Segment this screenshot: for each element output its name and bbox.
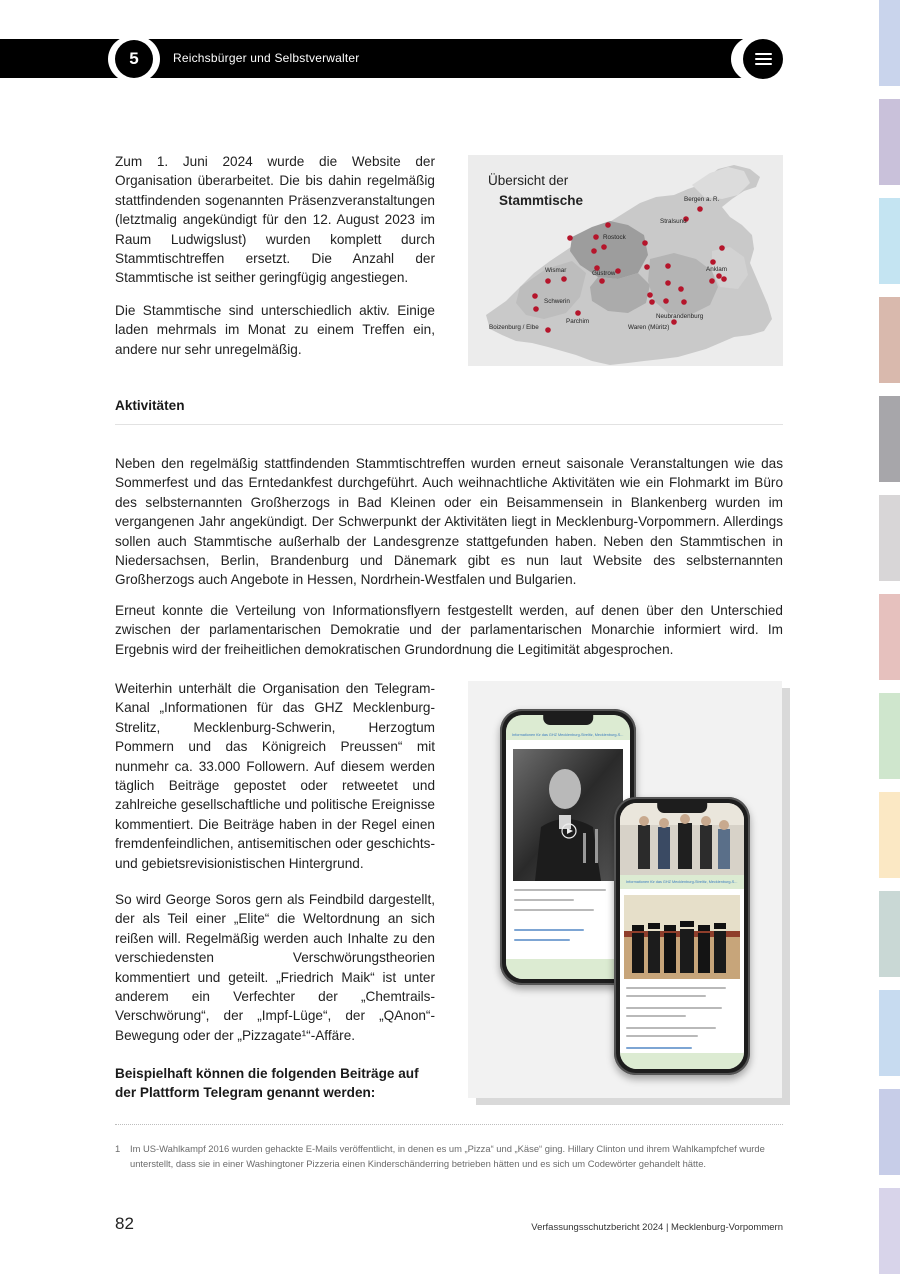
- stammtisch-marker: [719, 245, 725, 251]
- telegram-paragraph: Weiterhin unterhält die Organisation den Telegram-Kanal „Informationen für das GHZ Mecklenburg-Strelitz, Mecklenburg-Schwerin, Herzogtum Pommern und das Königreich Preussen“ mit nunmehr ca. 33.000 Followern. Auf diesem werden täglich Beiträge gepostet oder retweetet und zahlreiche gesellschaftliche und politische Ereignisse kommentiert. Die Beiträge haben in der Regel einen fremdenfeindlichen, antisemitischen oder geschichts- und gebietsrevisionistischen Hintergrund.: [115, 681, 435, 871]
- hamburger-menu-icon: [755, 53, 772, 55]
- telegram-phone-figure: [468, 681, 782, 1098]
- stammtisch-marker: [681, 299, 687, 305]
- stammtisch-marker: [642, 240, 648, 246]
- stammtisch-marker: [665, 263, 671, 269]
- phone-screen-left: [506, 715, 630, 979]
- post-text-line: [626, 995, 706, 997]
- stammtisch-marker: [647, 292, 653, 298]
- chapter-tab-12[interactable]: [879, 1089, 900, 1175]
- stammtisch-marker: [593, 234, 599, 240]
- stammtisch-marker: [615, 268, 621, 274]
- post-link-line: [514, 939, 570, 941]
- map-label-waren: Waren (Müritz): [628, 324, 670, 331]
- stammtisch-marker: [709, 278, 715, 284]
- chapter-tab-7[interactable]: [879, 594, 900, 680]
- telegram-channel-title-2: Informationen für das GHZ Mecklenburg-Strelitz, Mecklenburg-S...: [626, 880, 738, 884]
- map-label-guestrow: Güstrow: [592, 270, 616, 277]
- stammtisch-marker: [599, 278, 605, 284]
- telegram-footer-bar: [620, 1053, 744, 1069]
- stammtisch-marker: [697, 206, 703, 212]
- publication-footer: Verfassungsschutzbericht 2024 | Mecklenburg-Vorpommern: [531, 1222, 783, 1233]
- stammtisch-marker: [591, 248, 597, 254]
- chapter-number: 5: [115, 40, 153, 78]
- phone-notch: [543, 715, 593, 725]
- telegram-footer-bar: [506, 959, 630, 979]
- post-link-line: [514, 929, 584, 931]
- chapter-tab-2[interactable]: [879, 99, 900, 185]
- stammtisch-marker: [665, 280, 671, 286]
- stammtisch-marker: [575, 310, 581, 316]
- map-label-stralsund: Stralsund: [660, 218, 687, 225]
- stammtisch-marker: [678, 286, 684, 292]
- map-label-neubrandenburg: Neubrandenburg: [656, 313, 704, 320]
- section-divider: [115, 424, 783, 425]
- telegram-channel-header: [620, 875, 744, 889]
- stammtisch-marker: [533, 306, 539, 312]
- post-text-line: [626, 1007, 722, 1009]
- chapter-number-badge: [108, 35, 160, 83]
- post-text-line: [626, 1015, 686, 1017]
- post-text-line: [626, 1027, 716, 1029]
- stammtisch-marker: [649, 299, 655, 305]
- chapter-tab-9[interactable]: [879, 792, 900, 878]
- map-label-wismar: Wismar: [545, 267, 567, 274]
- telegram-channel-title: Informationen für das GHZ Mecklenburg-Strelitz, Mecklenburg-S...: [512, 733, 624, 737]
- chapter-tab-8[interactable]: [879, 693, 900, 779]
- chapter-tab-4[interactable]: [879, 297, 900, 383]
- stammtisch-marker: [561, 276, 567, 282]
- stammtisch-marker: [601, 244, 607, 250]
- intro-paragraph-1: Zum 1. Juni 2024 wurde die Website der Organisation überarbeitet. Die bis dahin regelmäßig stattfindenden sogenannten Präsenzveranstaltungen (letztmalig angekündigt für den 12. August 2023 im Raum Ludwigslust) wurden komplett durch Stammtischtreffen ersetzt. Die Anzahl der Stammtische ist seither geringfügig angestiegen.: [115, 154, 435, 286]
- hamburger-menu-icon-bar: [755, 58, 772, 60]
- soros-paragraph: So wird George Soros gern als Feindbild dargestellt, der als Teil einer „Elite“ die Weltordnung an sich reißen will. Regelmäßig werden auch Inhalte zu den verschiedensten Verschwörungstheorien kommentiert und geteilt. „Friedrich Maik“ ist unter anderem ein Verfechter der „Chemtrails-Verschwörung“, der „Impf-Lüge“, der „QAnon“-Bewegung oder der „Pizzagate¹“-Affäre.: [115, 892, 435, 1043]
- footnote-text: Im US-Wahlkampf 2016 wurden gehackte E-Mails veröffentlicht, in denen es um „Pizza“ und „Käse“ ging. Hillary Clinton und ihrem Wahlkampfchef wurde unterstellt, dass sie in einer Washingtoner Pizzeria einen Kinderschänderring betrieben hätten und es sich um Codewörter gehandelt hätte.: [130, 1143, 765, 1169]
- stammtisch-marker: [532, 293, 538, 299]
- post-text-line: [626, 1035, 698, 1037]
- post-text-line: [626, 987, 726, 989]
- map-title-line-2: Stammtische: [499, 193, 584, 208]
- map-label-schwerin: Schwerin: [544, 298, 570, 305]
- post-link-line: [626, 1047, 692, 1049]
- intro-paragraph-2: Die Stammtische sind unterschiedlich aktiv. Einige laden mehrmals im Monat zu einem Treffen ein, andere nur sehr unregelmäßig.: [115, 303, 435, 357]
- meeting-photo: [620, 803, 744, 875]
- footnote-number: 1: [115, 1143, 121, 1154]
- stammtisch-marker: [567, 235, 573, 241]
- map-label-anklam: Anklam: [706, 266, 727, 273]
- chapter-tab-11[interactable]: [879, 990, 900, 1076]
- chapter-tab-13[interactable]: [879, 1188, 900, 1274]
- phone-notch: [657, 803, 707, 813]
- stammtisch-marker: [721, 276, 727, 282]
- stammtisch-marker: [644, 264, 650, 270]
- map-label-parchim: Parchim: [566, 318, 590, 325]
- stammtisch-marker: [663, 298, 669, 304]
- stammtisch-marker: [710, 259, 716, 265]
- oval-office-photo: [624, 895, 740, 979]
- chapter-tab-10[interactable]: [879, 891, 900, 977]
- page-number: 82: [115, 1214, 134, 1233]
- phone-screen-right: [620, 803, 744, 1069]
- chapter-tab-5[interactable]: [879, 396, 900, 482]
- post-text-line: [514, 889, 606, 891]
- chapter-tab-1[interactable]: [879, 0, 900, 86]
- stammtisch-marker: [545, 327, 551, 333]
- kennedy-photo: [513, 749, 623, 881]
- stammtisch-marker: [671, 319, 677, 325]
- stammtisch-marker: [545, 278, 551, 284]
- chapter-tab-3[interactable]: [879, 198, 900, 284]
- activities-paragraph-1: Neben den regelmäßig stattfindenden Stammtischtreffen wurden erneut saisonale Veranstaltungen wie das Sommerfest und das Erntedankfest durchgeführt. Auch weihnachtliche Aktivitäten wie ein Flohmarkt im Büro des selbsternannten Großherzogs in Bad Kleinen oder ein Beisammensein in Blankenberg wurden im vergangenen Jahr angekündigt. Der Schwerpunkt der Aktivitäten liegt in Mecklenburg-Vorpommern. Allerdings sollen auch Stammtische außerhalb der Landesgrenze stattgefunden haben. Neben den Stammtischen in Niedersachsen, Berlin, Brandenburg und Dänemark gibt es nun laut Website des selbsternannten Großherzogs auch Angebote in Hessen, Nordrhein-Westfalen und Bulgarien.: [115, 456, 783, 588]
- map-label-rostock: Rostock: [603, 234, 626, 241]
- section-heading-aktivitaeten: Aktivitäten: [115, 398, 185, 413]
- stammtische-map: [468, 155, 783, 366]
- activities-paragraph-2: Erneut konnte die Verteilung von Informationsflyern festgestellt werden, auf denen über den Unterschied zwischen der parlamentarischen Demokratie und der parlamentarischen Monarchie informiert wird. Im Ergebnis wird der freiheitlichen demokratischen Grundordnung die Legitimität abgesprochen.: [115, 603, 783, 657]
- map-label-boizenburg: Boizenburg / Elbe: [489, 324, 539, 331]
- post-text-line: [514, 909, 594, 911]
- hamburger-menu-icon-bar: [755, 63, 772, 65]
- stammtisch-marker: [605, 222, 611, 228]
- telegram-examples-intro: Beispielhaft können die folgenden Beiträge auf der Plattform Telegram genannt werden:: [115, 1066, 419, 1101]
- footnote-divider: [115, 1124, 783, 1125]
- post-text-line: [514, 899, 574, 901]
- menu-button[interactable]: [743, 39, 783, 79]
- map-label-bergen: Bergen a. R.: [684, 196, 720, 203]
- phone-mockup-right: [614, 797, 750, 1075]
- footnote: [115, 1142, 783, 1171]
- map-title-line-1: Übersicht der: [488, 173, 569, 188]
- chapter-tab-6[interactable]: [879, 495, 900, 581]
- chapter-title: Reichsbürger und Selbstverwalter: [173, 51, 360, 65]
- stammtisch-marker: [716, 273, 722, 279]
